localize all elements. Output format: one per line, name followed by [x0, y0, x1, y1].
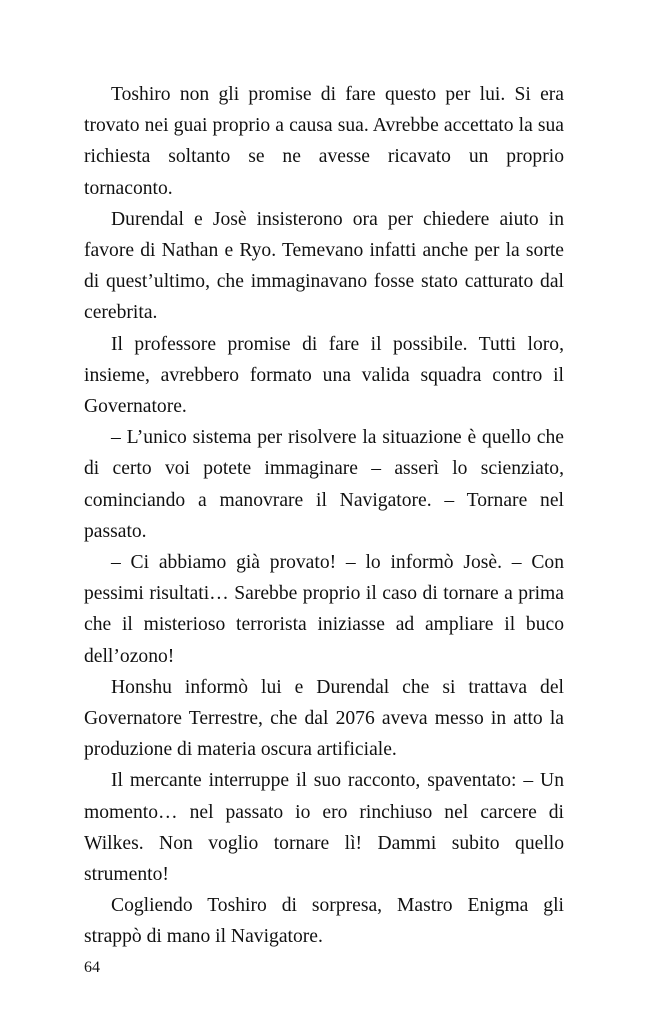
- paragraph-8: Cogliendo Toshiro di sorpresa, Mastro Enigma gli strappò di mano il Navigatore.: [84, 895, 564, 948]
- book-page-text: [84, 79, 564, 953]
- paragraph-3: Il professore promise di fare il possibile. Tutti loro, insieme, avrebbero formato una valida squadra contro il Governatore.: [84, 333, 564, 418]
- page-number: 64: [84, 959, 100, 976]
- paragraph-2: Durendal e Josè insisterono ora per chiedere aiuto in favore di Nathan e Ryo. Temevano infatti anche per la sorte di quest’ultimo, che immaginavano fosse stato catturato dal cerebrita.: [84, 208, 564, 324]
- paragraph-4: – L’unico sistema per risolvere la situazione è quello che di certo voi potete immaginare – asserì lo scienziato, cominciando a manovrare il Navigatore. – Tornare nel passato.: [84, 427, 564, 542]
- paragraph-6: Honshu informò lui e Durendal che si trattava del Governatore Terrestre, che dal 2076 aveva messo in atto la produzione di materia oscura artificiale.: [84, 676, 564, 761]
- paragraph-1: Toshiro non gli promise di fare questo per lui. Si era trovato nei guai proprio a causa sua. Avrebbe accettato la sua richiesta soltanto se ne avesse ricavato un proprio tornaconto.: [84, 84, 564, 199]
- paragraph-7: Il mercante interruppe il suo racconto, spaventato: – Un momento… nel passato io ero rinchiuso nel carcere di Wilkes. Non voglio tornare lì! Dammi subito quello strumento!: [84, 770, 564, 886]
- paragraph-5: – Ci abbiamo già provato! – lo informò Josè. – Con pessimi risultati… Sarebbe proprio il caso di tornare a prima che il misterioso terrorista iniziasse ad ampliare il buco dell’ozono!: [84, 552, 564, 667]
